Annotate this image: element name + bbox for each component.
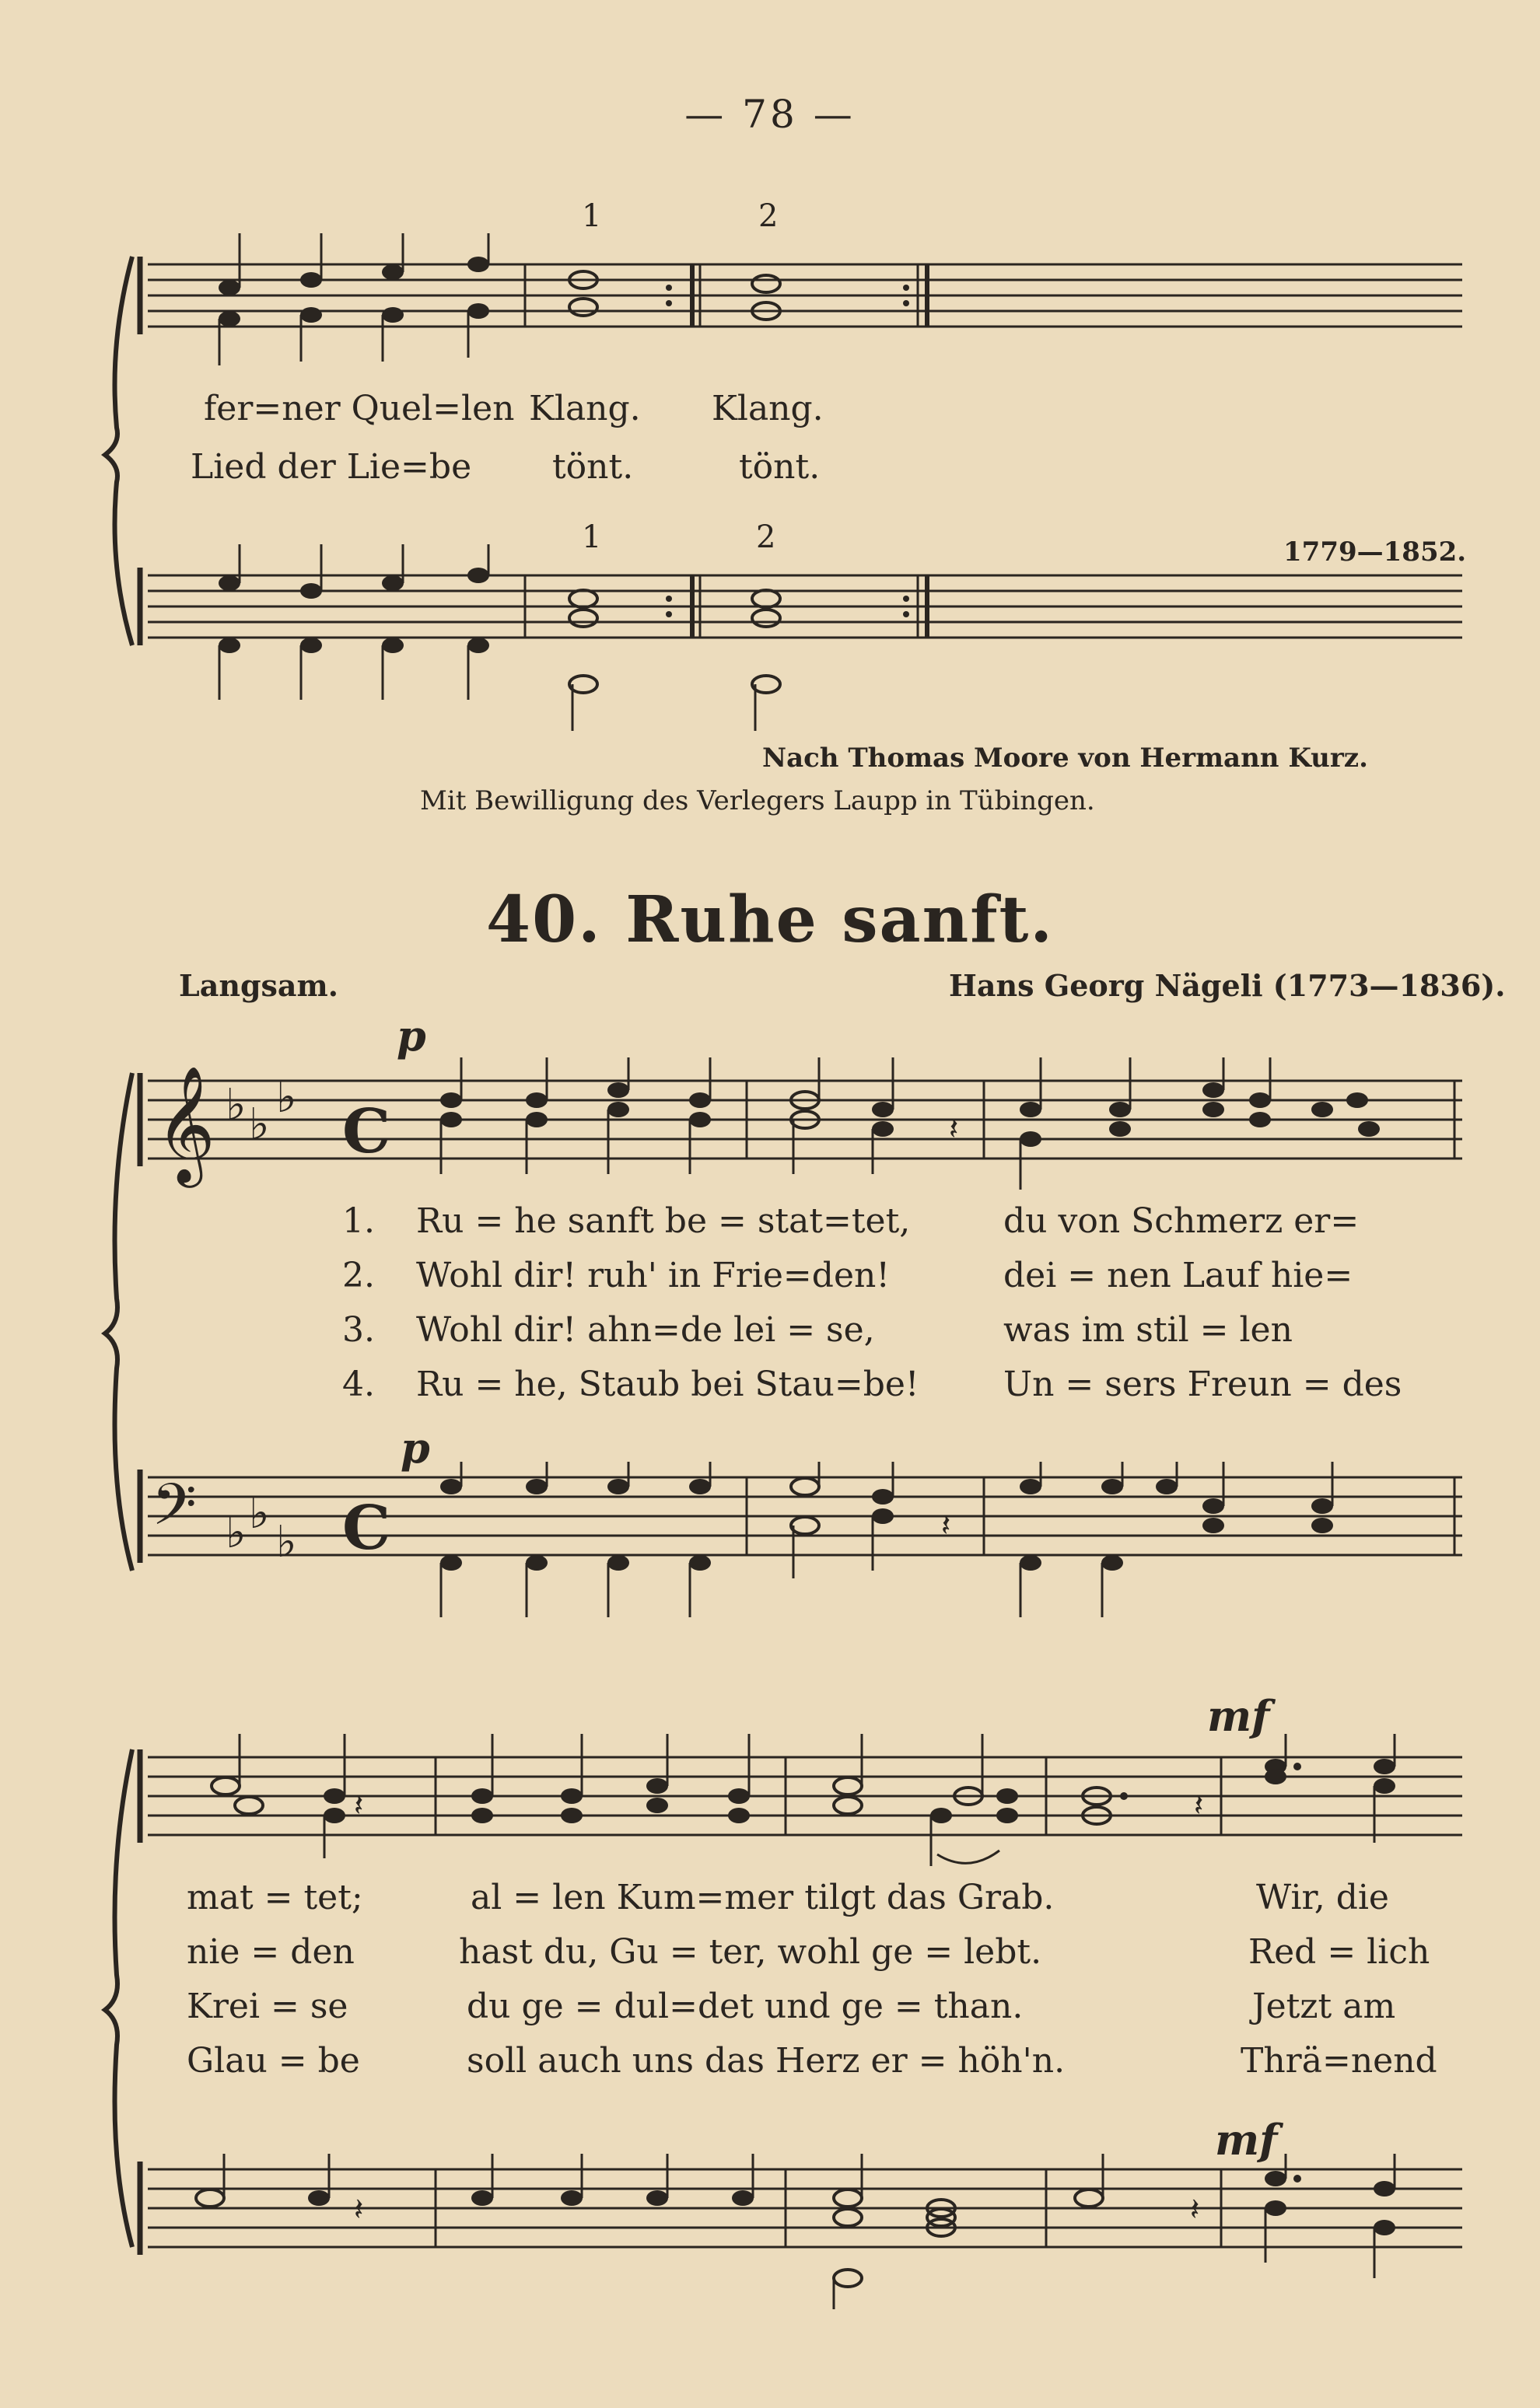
volta-2-bass: 2	[756, 519, 776, 555]
verse-text: Wohl dir! ahn=de lei = se,	[416, 1310, 875, 1350]
verse-text-b: du ge = dul=det und ge = than.	[467, 1987, 1024, 2026]
system1-bass-staff	[0, 1462, 1540, 1617]
prev-lyric-2a: Lied der Lie=be	[191, 447, 472, 487]
svg-text:𝄢: 𝄢	[152, 1471, 197, 1553]
svg-text:♭: ♭	[249, 1488, 270, 1539]
dynamic-p-treble: p	[397, 1011, 426, 1061]
prev-song-years: 1779—1852.	[1283, 536, 1467, 568]
verse-text-a: Krei = se	[187, 1987, 348, 2026]
verse-text-c: Red = lich	[1248, 1932, 1430, 1972]
page-number: — 78 —	[684, 92, 856, 137]
verse-text-b: al = len Kum=mer tilgt das Grab.	[471, 1878, 1055, 1917]
svg-text:C: C	[342, 1096, 391, 1167]
tempo-marking: Langsam.	[179, 968, 338, 1003]
dynamic-mf-treble: mf	[1207, 1691, 1270, 1741]
verse-text-a: Glau = be	[187, 2041, 360, 2081]
dynamic-mf-bass: mf	[1215, 2115, 1278, 2165]
svg-text:♭: ♭	[249, 1099, 270, 1150]
verse-text-c: Jetzt am	[1252, 1987, 1396, 2026]
verse-num: 4.	[342, 1365, 375, 1404]
svg-text:C: C	[342, 1493, 391, 1564]
svg-text:𝄞: 𝄞	[156, 1064, 215, 1183]
svg-text:𝄽: 𝄽	[1194, 1788, 1204, 1823]
prev-song-bass-staff	[0, 544, 1540, 731]
verse-text-b: soll auch uns das Herz er = höh'n.	[467, 2041, 1066, 2081]
verse-text-a: mat = tet;	[187, 1878, 363, 1917]
verse-text-c: Thrä=nend	[1241, 2041, 1437, 2081]
system2-treble-staff	[0, 1734, 1540, 1889]
system2-bass-staff	[0, 2154, 1540, 2309]
prev-lyric-2c: tönt.	[739, 447, 821, 487]
system1-brace	[0, 1065, 156, 1609]
verse-text: Wohl dir! ruh' in Frie=den!	[416, 1256, 891, 1295]
verse-text-cont: dei = nen Lauf hie=	[1003, 1256, 1353, 1295]
verse-text-c: Wir, die	[1256, 1878, 1389, 1917]
prev-song-brace	[0, 249, 156, 653]
volta-1-bass: 1	[582, 519, 602, 555]
svg-text:𝄽: 𝄽	[1190, 2192, 1200, 2228]
svg-text:𝄽: 𝄽	[354, 1788, 364, 1823]
svg-text:𝄽: 𝄽	[354, 2192, 364, 2228]
svg-text:𝄽: 𝄽	[949, 1111, 959, 1147]
song-title: 40. Ruhe sanft.	[486, 882, 1054, 957]
verse-text-b: hast du, Gu = ter, wohl ge = lebt.	[459, 1932, 1042, 1972]
text-credit: Nach Thomas Moore von Hermann Kurz.	[762, 743, 1368, 774]
prev-lyric-2b: tönt.	[552, 447, 634, 487]
verse-text: Ru = he, Staub bei Stau=be!	[416, 1365, 919, 1404]
volta-1-treble: 1	[582, 198, 602, 234]
system2-brace	[0, 1742, 156, 2286]
verse-text-a: nie = den	[187, 1932, 355, 1972]
system1-treble-staff	[0, 1057, 1540, 1213]
verse-num: 3.	[342, 1310, 375, 1350]
verse-text-cont: du von Schmerz er=	[1003, 1201, 1360, 1241]
publisher-permission: Mit Bewilligung des Verlegers Laupp in Tübingen.	[420, 785, 1095, 816]
dynamic-p-bass: p	[401, 1423, 430, 1473]
prev-lyric-1a: fer=ner Quel=len	[204, 389, 515, 428]
svg-text:♭: ♭	[226, 1508, 247, 1558]
verse-text-cont: Un = sers Freun = des	[1003, 1365, 1402, 1404]
verse-text: Ru = he sanft be = stat=tet,	[416, 1201, 911, 1241]
prev-lyric-1c: Klang.	[712, 389, 824, 428]
svg-text:♭: ♭	[276, 1517, 297, 1567]
svg-text:𝄽: 𝄽	[941, 1508, 951, 1543]
verse-num: 2.	[342, 1256, 375, 1295]
prev-song-treble-staff	[0, 233, 1540, 389]
svg-text:♭: ♭	[276, 1072, 297, 1123]
composer-credit: Hans Georg Nägeli (1773—1836).	[949, 968, 1506, 1003]
svg-text:♭: ♭	[226, 1080, 247, 1131]
volta-2-treble: 2	[758, 198, 779, 234]
prev-lyric-1b: Klang.	[529, 389, 641, 428]
verse-num: 1.	[342, 1201, 375, 1241]
verse-text-cont: was im stil = len	[1003, 1310, 1293, 1350]
